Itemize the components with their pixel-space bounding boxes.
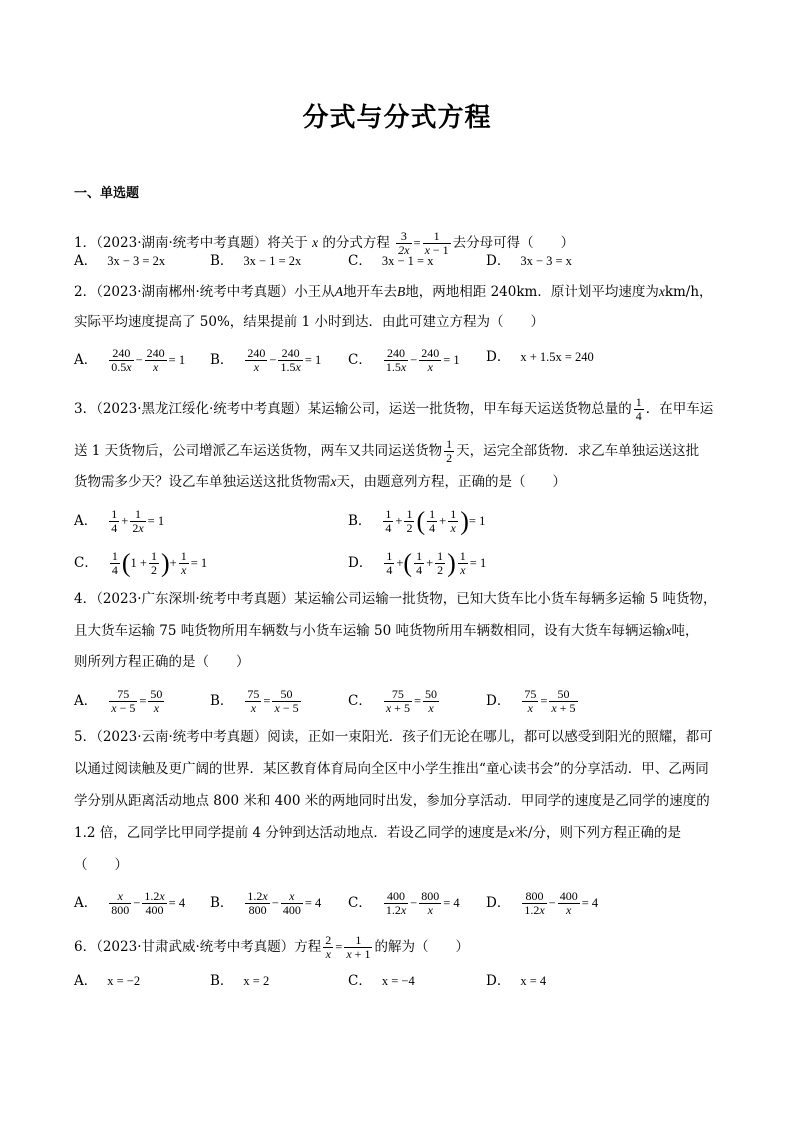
question-4-line-1: 4．（2023·广东深圳·统考中考真题）某运输公司运输一批货物，已知大货车比小货车每辆多运输 5 吨货物， [74, 591, 717, 607]
question-1-option-a: A． 3x − 3 = 2x [74, 253, 166, 269]
question-3-option-d: D． $\frac{1}{4}$ +( $\frac{1}{4}$ + $\frac{1}{2}$ ) $\frac{1}{x}$ = 1 [348, 548, 487, 578]
question-5-line-4: 1.2 倍，乙同学比甲同学提前 4 分钟到达活动地点．若设乙同学的速度是x米/分，则下列方程正确的是 [74, 825, 681, 841]
question-1-stem: 1．（2023·湖南·统考中考真题）将关于 x 的分式方程 $\frac{3}{2x}$ = $\frac{1}{x - 1}$ 去分母可得（ ） [74, 229, 575, 257]
question-5-option-d: D． $\frac{800}{1.2x}$ − $\frac{400}{x}$ = 4 [486, 889, 599, 917]
section-heading: 一、单选题 [74, 186, 140, 201]
question-6-option-a: A． x = −2 [74, 973, 141, 989]
question-4-line-2: 且大货车运输 75 吨货物所用车辆数与小货车运输 50 吨货物所用车辆数相同，设有大货车每辆运输x吨， [74, 623, 699, 639]
question-6-option-c: C． x = −4 [348, 973, 415, 989]
question-5-line-2: 以通过阅读触及更广阔的世界．某区教育体育局向全区中小学生推出“童心读书会”的分享活动．甲、乙两同 [74, 761, 709, 777]
question-2-line-1: 2．（2023·湖南郴州·统考中考真题）小王从A地开车去B地，两地相距 240km．原计划平均速度为xkm/h， [74, 284, 713, 300]
question-4-line-3: 则所列方程正确的是（ ） [74, 654, 250, 670]
question-5-option-a: A． $\frac{x}{800}$ − $\frac{1.2x}{400}$ = 4 [74, 889, 186, 917]
question-6-stem: 6．（2023·甘肃武威·统考中考真题）方程 $\frac{2}{x}$ = $\frac{1}{x + 1}$ 的解为（ ） [74, 933, 469, 961]
question-5-line-3: 学分别从距离活动地点 800 米和 400 米的两地同时出发，参加分享活动．甲同学的速度是乙同学的速度的 [74, 793, 710, 809]
question-4-option-d: D． $\frac{75}{x}$ = $\frac{50}{x + 5}$ [486, 687, 576, 715]
question-2-option-d: D． x + 1.5x = 240 [486, 349, 594, 365]
question-5-option-b: B． $\frac{1.2x}{800}$ − $\frac{x}{400}$ = 4 [210, 889, 322, 917]
question-3-line-1: 3．（2023·黑龙江绥化·统考中考真题）某运输公司，运送一批货物，甲车每天运送货物总量的 $\frac{1}{4}$ ．在甲车运 [74, 395, 714, 423]
question-6-option-d: D． x = 4 [486, 973, 547, 989]
question-4-option-b: B． $\frac{75}{x}$ = $\frac{50}{x - 5}$ [210, 687, 299, 715]
question-3-option-c: C． $\frac{1}{4}$ (1 + $\frac{1}{2}$ )+ $\frac{1}{x}$ = 1 [74, 548, 208, 578]
question-5-line-1: 5．（2023·云南·统考中考真题）阅读，正如一束阳光．孩子们无论在哪儿，都可以感受到阳光的照耀，都可 [74, 729, 713, 745]
question-2-option-b: B． $\frac{240}{x}$ − $\frac{240}{1.5x}$ = 1 [210, 346, 322, 374]
question-1-option-d: D． 3x − 3 = x [486, 253, 572, 269]
question-5-option-c: C． $\frac{400}{1.2x}$ − $\frac{800}{x}$ = 4 [348, 889, 460, 917]
question-3-option-b: B． $\frac{1}{4}$ + $\frac{1}{2}$ ( $\frac{1}{4}$ + $\frac{1}{x}$ )= 1 [348, 506, 486, 536]
question-4-option-a: A． $\frac{75}{x - 5}$ = $\frac{50}{x}$ [74, 687, 163, 715]
question-2-line-2: 实际平均速度提高了 50%，结果提前 1 小时到达．由此可建立方程为（ ） [74, 314, 544, 330]
question-5-line-5: （ ） [74, 857, 128, 873]
question-6-option-b: B． x = 2 [210, 973, 270, 989]
question-3-line-2: 送 1 天货物后，公司增派乙车运送货物，两车又共同运送货物 $\frac{1}{2}$ 天，运完全部货物．求乙车单独运送这批 [74, 437, 700, 465]
question-4-option-c: C． $\frac{75}{x + 5}$ = $\frac{50}{x}$ [348, 687, 438, 715]
question-2-option-c: C． $\frac{240}{1.5x}$ − $\frac{240}{x}$ = 1 [348, 346, 460, 374]
question-3-option-a: A． $\frac{1}{4}$ + $\frac{1}{2x}$ = 1 [74, 507, 165, 535]
page-title: 分式与分式方程 [302, 103, 492, 133]
question-1-option-b: B． 3x − 1 = 2x [210, 253, 302, 269]
question-1-option-c: C． 3x − 1 = x [348, 253, 434, 269]
question-2-option-a: A． $\frac{240}{0.5x}$ − $\frac{240}{x}$ = 1 [74, 346, 186, 374]
question-3-line-3: 货物需多少天？设乙车单独运送这批货物需x天，由题意列方程，正确的是（ ） [74, 474, 566, 490]
